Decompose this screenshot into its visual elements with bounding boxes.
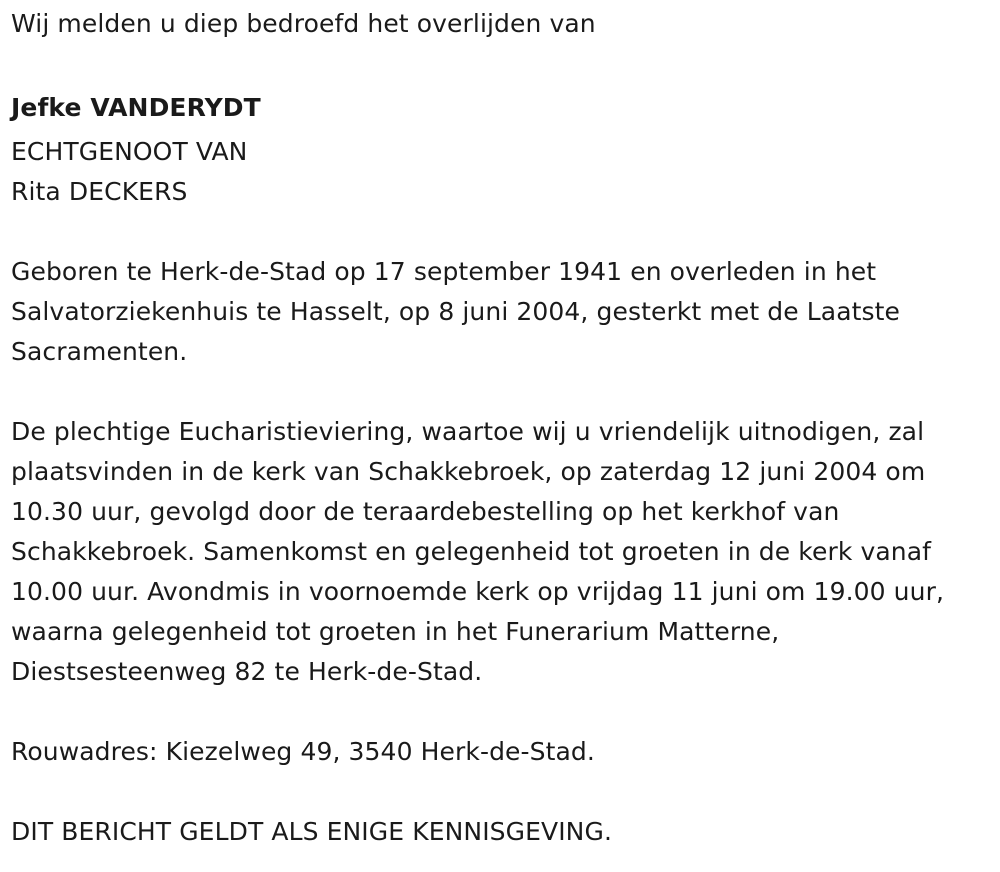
spacer (11, 44, 990, 84)
spacer (11, 212, 990, 252)
deceased-name: Jefke VANDERYDT (11, 93, 261, 122)
paragraph-line: Schakkebroek. Samenkomst en gelegenheid tot groeten in de kerk vanaf (11, 537, 932, 566)
paragraph-line: Geboren te Herk-de-Stad op 17 september 1941 en overleden in het (11, 257, 877, 286)
ceremony-paragraph (11, 412, 990, 692)
paragraph-line: waarna gelegenheid tot groeten in het Funerarium Matterne, (11, 617, 780, 646)
paragraph-line: Diestsesteenweg 82 te Herk-de-Stad. (11, 657, 483, 686)
paragraph-line: plaatsvinden in de kerk van Schakkebroek, op zaterdag 12 juni 2004 om (11, 457, 926, 486)
paragraph-line: De plechtige Eucharistieviering, waartoe wij u vriendelijk uitnodigen, zal (11, 417, 925, 446)
birth-death-paragraph (11, 252, 990, 372)
paragraph-line: 10.30 uur, gevolgd door de teraardebestelling op het kerkhof van (11, 497, 840, 526)
spacer (11, 772, 990, 812)
closing-statement: DIT BERICHT GELDT ALS ENIGE KENNISGEVING. (11, 817, 612, 846)
mourning-address: Rouwadres: Kiezelweg 49, 3540 Herk-de-Stad. (11, 737, 595, 766)
spouse-name: Rita DECKERS (11, 177, 188, 206)
paragraph-line: Sacramenten. (11, 337, 188, 366)
intro-text: Wij melden u diep bedroefd het overlijden van (11, 9, 596, 38)
relation-text: ECHTGENOOT VAN (11, 137, 248, 166)
spacer (11, 372, 990, 412)
spacer (11, 692, 990, 732)
paragraph-line: 10.00 uur. Avondmis in voornoemde kerk op vrijdag 11 juni om 19.00 uur, (11, 577, 944, 606)
paragraph-line: Salvatorziekenhuis te Hasselt, op 8 juni 2004, gesterkt met de Laatste (11, 297, 901, 326)
